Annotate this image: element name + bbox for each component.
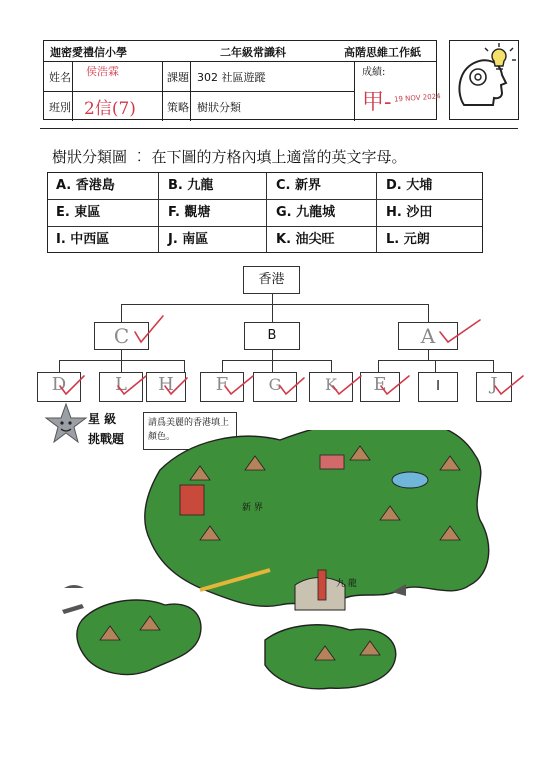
tree-level2-box[interactable]: E — [360, 372, 400, 402]
option-j: J. 南區 — [168, 232, 209, 247]
check-mark-icon — [135, 316, 163, 342]
check-mark-icon — [333, 376, 361, 394]
option-c: C. 新界 — [276, 178, 322, 193]
option-b: B. 九龍 — [168, 178, 214, 193]
grade-subject: 二年級常識科 — [220, 46, 286, 59]
hong-kong-map — [60, 430, 530, 730]
reservoir-icon — [392, 472, 428, 488]
airplane-icon — [62, 604, 84, 614]
check-mark-icon — [118, 376, 146, 394]
temple-icon — [180, 485, 204, 515]
check-mark-icon — [280, 378, 304, 394]
worksheet-type: 高階思維工作紙 — [344, 46, 421, 59]
score-label: 成績: — [362, 67, 386, 78]
topic-value: 302 社區遊蹤 — [197, 71, 266, 84]
grade-mark: 甲- — [362, 90, 392, 115]
option-h: H. 沙田 — [386, 205, 433, 220]
ship-icon — [64, 585, 84, 588]
option-a: A. 香港島 — [56, 178, 115, 193]
school-name: 迦密愛禮信小學 — [50, 46, 127, 59]
tree-level1-box[interactable]: B — [244, 322, 300, 350]
map-label-new-territories: 新 界 — [242, 503, 263, 513]
check-mark-icon — [165, 378, 187, 394]
check-mark-icon — [60, 376, 84, 394]
tree-root-box: 香港 — [243, 266, 300, 294]
check-mark-icon — [495, 376, 523, 394]
check-mark-icon — [381, 376, 409, 394]
challenge-instruction: 請爲美麗的香港填上顏色。 — [148, 418, 230, 442]
tree-level1-box[interactable]: C — [94, 322, 149, 350]
option-d: D. 大埔 — [386, 178, 433, 193]
topic-label: 課題 — [167, 71, 189, 84]
name-value: 侯浩霖 — [86, 65, 119, 78]
instruction-title: 樹狀分類圖 ︰ 在下圖的方格內填上適當的英文字母。 — [52, 148, 407, 166]
clock-tower-icon — [318, 570, 326, 600]
class-value: 2信(7) — [84, 99, 136, 119]
option-g: G. 九龍城 — [276, 205, 336, 220]
challenge-label: 挑戰題 — [88, 432, 125, 446]
tree-level2-box[interactable]: D — [37, 372, 81, 402]
check-mark-icon — [440, 320, 480, 342]
challenge-label: 星 級 — [88, 412, 117, 426]
tree-level2-box[interactable]: H — [146, 372, 186, 402]
option-k: K. 油尖旺 — [276, 232, 335, 247]
class-label: 班別 — [49, 101, 71, 114]
building-icon — [320, 455, 344, 469]
name-label: 姓名 — [49, 71, 71, 84]
strategy-label: 策略 — [167, 101, 189, 114]
option-l: L. 元朗 — [386, 232, 430, 247]
strategy-value: 樹狀分類 — [197, 101, 241, 114]
option-i: I. 中西區 — [56, 232, 110, 247]
tree-level2-box[interactable]: F — [200, 372, 244, 402]
tree-level2-box[interactable]: I — [418, 372, 458, 402]
tree-level2-box[interactable]: G — [253, 372, 297, 402]
tree-level2-box[interactable]: J — [476, 372, 512, 402]
tree-level2-box[interactable]: K — [309, 372, 353, 402]
check-mark-icon — [225, 376, 253, 394]
tree-level1-box[interactable]: A — [398, 322, 458, 350]
option-e: E. 東區 — [56, 205, 101, 220]
map-label-kowloon: 九 龍 — [336, 579, 357, 589]
option-f: F. 觀塘 — [168, 205, 211, 220]
tree-level2-box[interactable]: L — [99, 372, 143, 402]
date-stamp: 19 NOV 2024 — [393, 92, 441, 104]
lantau-island-region — [77, 600, 201, 675]
